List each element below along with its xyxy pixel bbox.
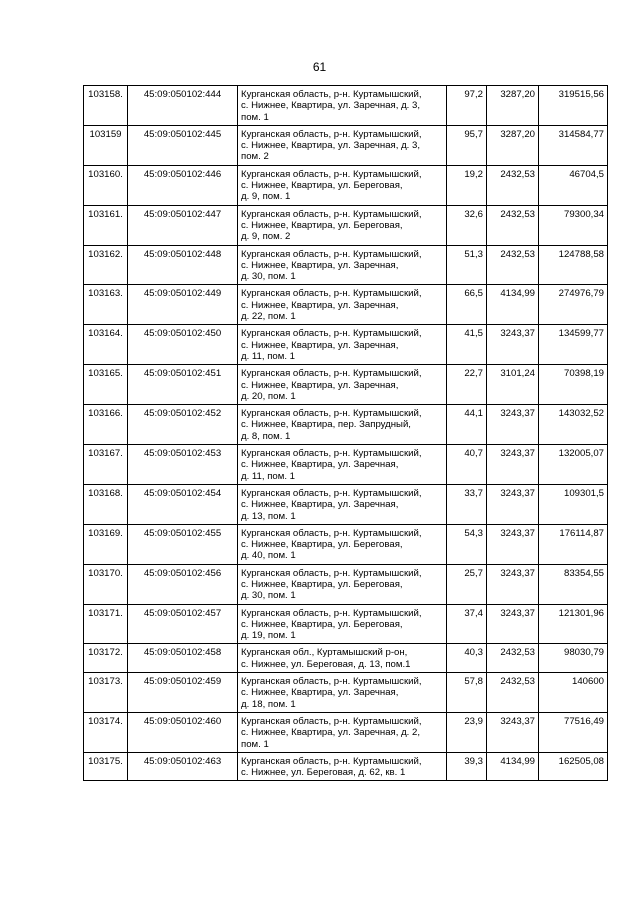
address-cell: Курганская область, р-н. Куртамышский, с. Нижнее, Квартира, ул. Заречная, д. 11, пом. 1: [238, 445, 447, 485]
cadastral-number-cell: 45:09:050102:452: [128, 405, 238, 445]
cadastral-value-cell: 70398,19: [539, 365, 608, 405]
row-number-cell: 103158.: [84, 86, 128, 126]
cadastral-number-cell: 45:09:050102:456: [128, 564, 238, 604]
table-row: [84, 325, 608, 365]
cadastral-number-cell: 45:09:050102:451: [128, 365, 238, 405]
address-cell: Курганская область, р-н. Куртамышский, с. Нижнее, Квартира, ул. Заречная, д. 2, пом. 1: [238, 712, 447, 752]
address-cell: Курганская область, р-н. Куртамышский, с. Нижнее, ул. Береговая, д. 62, кв. 1: [238, 752, 447, 781]
address-cell: Курганская область, р-н. Куртамышский, с. Нижнее, Квартира, ул. Заречная, д. 30, пом. 1: [238, 245, 447, 285]
row-number-cell: 103174.: [84, 712, 128, 752]
cadastral-value-cell: 162505,08: [539, 752, 608, 781]
address-cell: Курганская область, р-н. Куртамышский, с. Нижнее, Квартира, ул. Заречная, д. 3, пом. 1: [238, 86, 447, 126]
address-cell: Курганская область, р-н. Куртамышский, с. Нижнее, Квартира, ул. Заречная, д. 20, пом. 1: [238, 365, 447, 405]
address-cell: Курганская область, р-н. Куртамышский, с. Нижнее, Квартира, ул. Береговая, д. 40, пом. 1: [238, 524, 447, 564]
address-cell: Курганская обл., Куртамышский р-он, с. Нижнее, ул. Береговая, д. 13, пом.1: [238, 644, 447, 673]
rate-cell: 3101,24: [487, 365, 539, 405]
rate-cell: 3287,20: [487, 86, 539, 126]
rate-cell: 4134,99: [487, 752, 539, 781]
row-number-cell: 103161.: [84, 205, 128, 245]
cadastral-value-cell: 109301,5: [539, 484, 608, 524]
rate-cell: 3243,37: [487, 405, 539, 445]
address-cell: Курганская область, р-н. Куртамышский, с. Нижнее, Квартира, ул. Береговая, д. 9, пом. 2: [238, 205, 447, 245]
cadastral-value-cell: 319515,56: [539, 86, 608, 126]
address-cell: Курганская область, р-н. Куртамышский, с. Нижнее, Квартира, ул. Заречная, д. 13, пом. 1: [238, 484, 447, 524]
row-number-cell: 103169.: [84, 524, 128, 564]
cadastral-number-cell: 45:09:050102:446: [128, 165, 238, 205]
table-row: [84, 673, 608, 713]
cadastral-number-cell: 45:09:050102:453: [128, 445, 238, 485]
area-cell: 32,6: [447, 205, 487, 245]
cadastral-number-cell: 45:09:050102:458: [128, 644, 238, 673]
address-cell: Курганская область, р-н. Куртамышский, с. Нижнее, Квартира, ул. Береговая, д. 9, пом. 1: [238, 165, 447, 205]
row-number-cell: 103164.: [84, 325, 128, 365]
row-number-cell: 103162.: [84, 245, 128, 285]
cadastral-number-cell: 45:09:050102:450: [128, 325, 238, 365]
row-number-cell: 103173.: [84, 673, 128, 713]
table-row: [84, 564, 608, 604]
row-number-cell: 103167.: [84, 445, 128, 485]
table-row: [84, 365, 608, 405]
cadastral-number-cell: 45:09:050102:460: [128, 712, 238, 752]
area-cell: 22,7: [447, 365, 487, 405]
row-number-cell: 103175.: [84, 752, 128, 781]
area-cell: 95,7: [447, 125, 487, 165]
page-number: 61: [312, 60, 327, 74]
address-cell: Курганская область, р-н. Куртамышский, с. Нижнее, Квартира, ул. Заречная, д. 22, пом. 1: [238, 285, 447, 325]
rate-cell: 2432,53: [487, 245, 539, 285]
area-cell: 54,3: [447, 524, 487, 564]
cadastral-value-cell: 274976,79: [539, 285, 608, 325]
rate-cell: 2432,53: [487, 165, 539, 205]
row-number-cell: 103168.: [84, 484, 128, 524]
table-row: [84, 405, 608, 445]
cadastral-value-cell: 143032,52: [539, 405, 608, 445]
table-row: [84, 752, 608, 781]
cadastral-value-cell: 83354,55: [539, 564, 608, 604]
registry-table-body: [84, 86, 608, 781]
cadastral-value-cell: 132005,07: [539, 445, 608, 485]
area-cell: 25,7: [447, 564, 487, 604]
area-cell: 44,1: [447, 405, 487, 445]
cadastral-number-cell: 45:09:050102:445: [128, 125, 238, 165]
cadastral-value-cell: 140600: [539, 673, 608, 713]
address-cell: Курганская область, р-н. Куртамышский, с. Нижнее, Квартира, ул. Заречная, д. 18, пом. 1: [238, 673, 447, 713]
table-row: [84, 285, 608, 325]
area-cell: 40,7: [447, 445, 487, 485]
area-cell: 57,8: [447, 673, 487, 713]
rate-cell: 2432,53: [487, 644, 539, 673]
table-row: [84, 445, 608, 485]
cadastral-value-cell: 314584,77: [539, 125, 608, 165]
table-row: [84, 644, 608, 673]
area-cell: 66,5: [447, 285, 487, 325]
row-number-cell: 103159: [84, 125, 128, 165]
address-cell: Курганская область, р-н. Куртамышский, с. Нижнее, Квартира, ул. Береговая, д. 19, пом. 1: [238, 604, 447, 644]
area-cell: 33,7: [447, 484, 487, 524]
area-cell: 37,4: [447, 604, 487, 644]
table-row: [84, 125, 608, 165]
cadastral-number-cell: 45:09:050102:444: [128, 86, 238, 126]
cadastral-value-cell: 79300,34: [539, 205, 608, 245]
cadastral-number-cell: 45:09:050102:459: [128, 673, 238, 713]
table-row: [84, 524, 608, 564]
row-number-cell: 103172.: [84, 644, 128, 673]
cadastral-value-cell: 77516,49: [539, 712, 608, 752]
cadastral-value-cell: 121301,96: [539, 604, 608, 644]
registry-table: [83, 85, 608, 781]
area-cell: 23,9: [447, 712, 487, 752]
cadastral-number-cell: 45:09:050102:457: [128, 604, 238, 644]
address-cell: Курганская область, р-н. Куртамышский, с. Нижнее, Квартира, пер. Запрудный, д. 8, пом. 1: [238, 405, 447, 445]
rate-cell: 3243,37: [487, 484, 539, 524]
area-cell: 41,5: [447, 325, 487, 365]
table-row: [84, 245, 608, 285]
cadastral-number-cell: 45:09:050102:449: [128, 285, 238, 325]
rate-cell: 3243,37: [487, 564, 539, 604]
rate-cell: 2432,53: [487, 205, 539, 245]
table-row: [84, 86, 608, 126]
cadastral-number-cell: 45:09:050102:454: [128, 484, 238, 524]
rate-cell: 3243,37: [487, 524, 539, 564]
address-cell: Курганская область, р-н. Куртамышский, с. Нижнее, Квартира, ул. Береговая, д. 30, пом. 1: [238, 564, 447, 604]
row-number-cell: 103170.: [84, 564, 128, 604]
cadastral-value-cell: 134599,77: [539, 325, 608, 365]
cadastral-number-cell: 45:09:050102:455: [128, 524, 238, 564]
area-cell: 39,3: [447, 752, 487, 781]
table-row: [84, 205, 608, 245]
table-row: [84, 604, 608, 644]
area-cell: 51,3: [447, 245, 487, 285]
rate-cell: 3243,37: [487, 604, 539, 644]
rate-cell: 2432,53: [487, 673, 539, 713]
row-number-cell: 103160.: [84, 165, 128, 205]
table-row: [84, 712, 608, 752]
rate-cell: 3243,37: [487, 712, 539, 752]
cadastral-value-cell: 98030,79: [539, 644, 608, 673]
cadastral-number-cell: 45:09:050102:463: [128, 752, 238, 781]
cadastral-number-cell: 45:09:050102:448: [128, 245, 238, 285]
row-number-cell: 103166.: [84, 405, 128, 445]
table-row: [84, 484, 608, 524]
row-number-cell: 103165.: [84, 365, 128, 405]
table-row: [84, 165, 608, 205]
rate-cell: 3287,20: [487, 125, 539, 165]
row-number-cell: 103163.: [84, 285, 128, 325]
cadastral-value-cell: 124788,58: [539, 245, 608, 285]
area-cell: 40,3: [447, 644, 487, 673]
area-cell: 19,2: [447, 165, 487, 205]
rate-cell: 4134,99: [487, 285, 539, 325]
rate-cell: 3243,37: [487, 325, 539, 365]
row-number-cell: 103171.: [84, 604, 128, 644]
cadastral-number-cell: 45:09:050102:447: [128, 205, 238, 245]
cadastral-value-cell: 46704,5: [539, 165, 608, 205]
cadastral-value-cell: 176114,87: [539, 524, 608, 564]
address-cell: Курганская область, р-н. Куртамышский, с. Нижнее, Квартира, ул. Заречная, д. 11, пом. 1: [238, 325, 447, 365]
address-cell: Курганская область, р-н. Куртамышский, с. Нижнее, Квартира, ул. Заречная, д. 3, пом. 2: [238, 125, 447, 165]
rate-cell: 3243,37: [487, 445, 539, 485]
area-cell: 97,2: [447, 86, 487, 126]
